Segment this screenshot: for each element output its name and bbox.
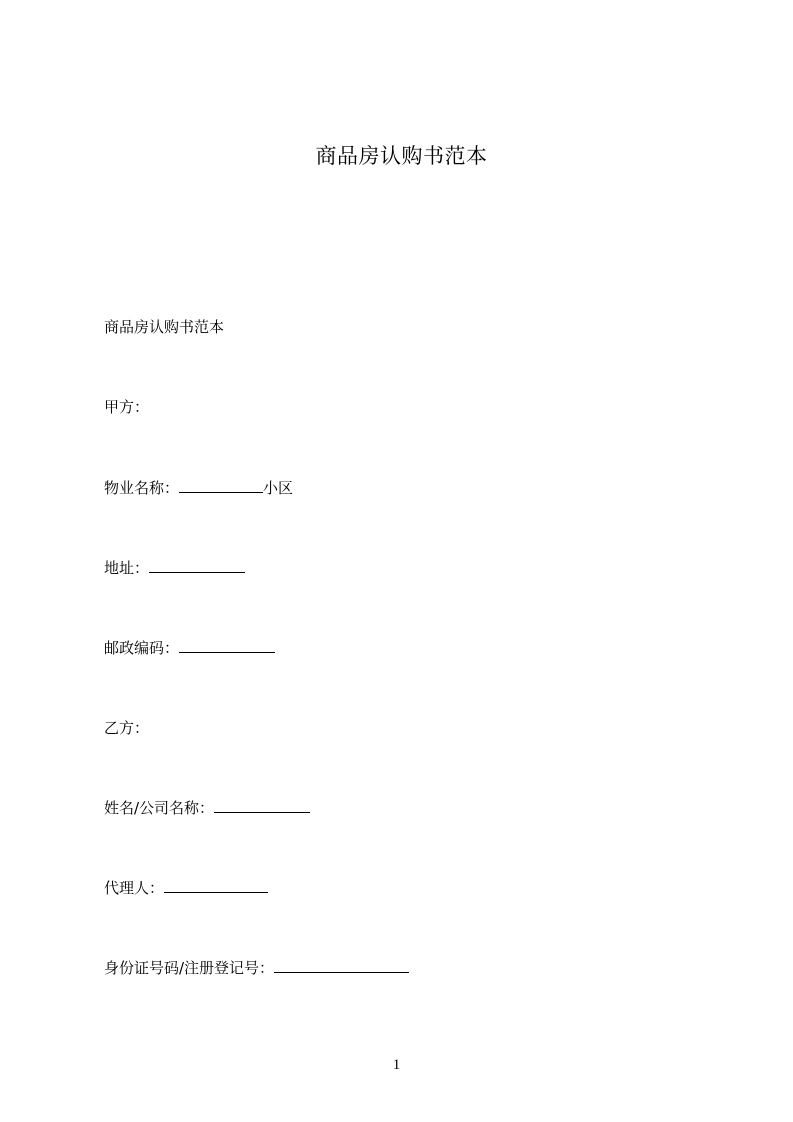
address-label: 地址： bbox=[104, 559, 150, 577]
party-a-label: 甲方： bbox=[104, 398, 150, 416]
document-title: 商品房认购书范本 bbox=[315, 144, 488, 168]
postal-code-label: 邮政编码： bbox=[104, 639, 180, 657]
property-name-blank[interactable] bbox=[179, 478, 263, 493]
id-reg-number-line bbox=[104, 958, 409, 978]
name-company-line bbox=[104, 798, 310, 818]
party-b-label: 乙方： bbox=[104, 719, 150, 737]
property-name-line bbox=[104, 478, 293, 498]
property-name-label: 物业名称： bbox=[104, 479, 180, 497]
postal-code-line bbox=[104, 638, 275, 658]
name-company-blank[interactable] bbox=[214, 798, 310, 813]
agent-blank[interactable] bbox=[164, 878, 268, 893]
agent-line bbox=[104, 878, 268, 898]
address-blank[interactable] bbox=[149, 558, 245, 573]
id-reg-number-label: 身份证号码/注册登记号： bbox=[104, 959, 275, 977]
id-reg-number-blank[interactable] bbox=[274, 958, 409, 973]
name-company-label: 姓名/公司名称： bbox=[104, 799, 215, 817]
document-subtitle: 商品房认购书范本 bbox=[104, 318, 225, 336]
address-line bbox=[104, 558, 245, 578]
agent-label: 代理人： bbox=[104, 879, 165, 897]
page-number: 1 bbox=[392, 1057, 401, 1073]
postal-code-blank[interactable] bbox=[179, 638, 275, 653]
property-name-suffix: 小区 bbox=[263, 479, 294, 497]
